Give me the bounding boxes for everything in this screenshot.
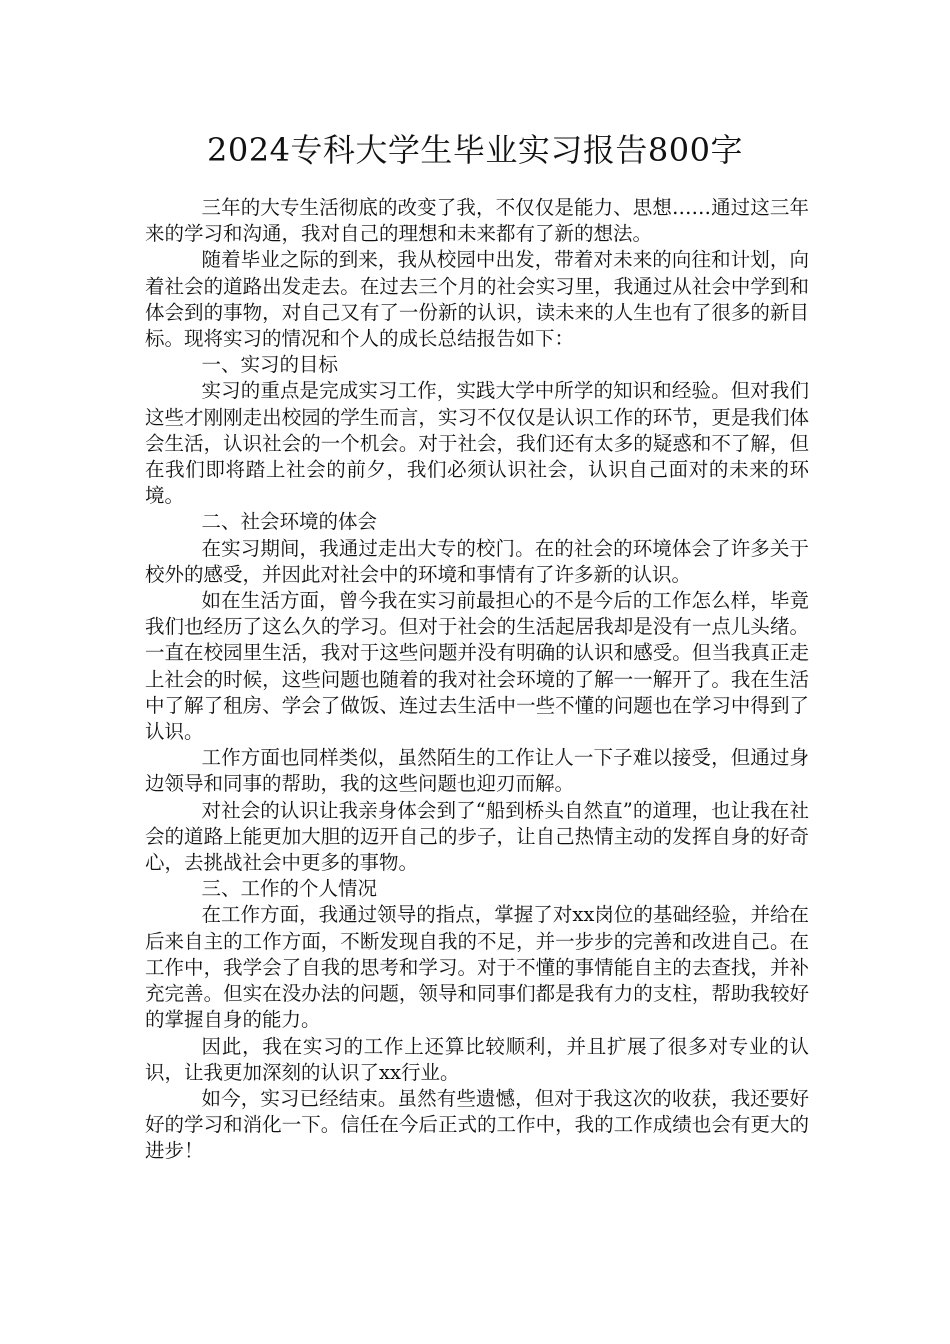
paragraph-environment: 在实习期间，我通过走出大专的校门。在的社会的环境体会了许多关于校外的感受，并因此对社会中的环境和事情有了许多新的认识。 — [145, 536, 809, 586]
section-heading-goal: 一、实习的目标 — [201, 353, 339, 377]
paragraph-conclusion: 如今，实习已经结束。虽然有些遗憾，但对于我这次的收获，我还要好好的学习和消化一下。信任在今后正式的工作中，我的工作成绩也会有更大的进步！ — [145, 1086, 809, 1163]
document-body — [145, 195, 809, 1165]
paragraph-society: 对社会的认识让我亲身体会到了“船到桥头自然直”的道理，也让我在社会的道路上能更加大胆的迈开自己的步子，让自己热情主动的发挥自身的好奇心，去挑战社会中更多的事物。 — [145, 798, 809, 875]
section-heading-environment: 二、社会环境的体会 — [201, 510, 378, 534]
section-heading-personal: 三、工作的个人情况 — [201, 877, 378, 901]
paragraph-personal-work: 在工作方面，我通过领导的指点，掌握了对xx岗位的基础经验，并给在后来自主的工作方面，不断发现自我的不足，并一步步的完善和改进自己。在工作中，我学会了自我的思考和学习。对于不懂的事情能自主的去查找，并补充完善。但实在没办法的问题，领导和同事们都是我有力的支柱，帮助我较好的掌握自身的能力。 — [145, 903, 809, 1032]
paragraph-graduation: 随着毕业之际的到来，我从校园中出发，带着对未来的向往和计划，向着社会的道路出发走去。在过去三个月的社会实习里，我通过从社会中学到和体会到的事物，对自己又有了一份新的认识，读未来的人生也有了很多的新目标。现将实习的情况和个人的成长总结报告如下： — [145, 248, 809, 351]
paragraph-intro: 三年的大专生活彻底的改变了我，不仅仅是能力、思想……通过这三年来的学习和沟通，我对自己的理想和未来都有了新的想法。 — [145, 196, 809, 246]
paragraph-life: 如在生活方面，曾今我在实习前最担心的不是今后的工作怎么样，毕竟我们也经历了这么久的学习。但对于社会的生活起居我却是没有一点儿头绪。一直在校园里生活，我对于这些问题并没有明确的认识和感受。但当我真正走上社会的时候，这些问题也随着的我对社会环境的了解一一解开了。我在生活中了解了租房、学会了做饭、连过去生活中一些不懂的问题也在学习中得到了认识。 — [145, 589, 809, 744]
paragraph-goal: 实习的重点是完成实习工作，实践大学中所学的知识和经验。但对我们这些才刚刚走出校园的学生而言，实习不仅仅是认识工作的环节，更是我们体会生活，认识社会的一个机会。对于社会，我们还有太多的疑惑和不了解，但在我们即将踏上社会的前夕，我们必须认识社会，认识自己面对的未来的环境。 — [145, 379, 809, 508]
paragraph-work-similar: 工作方面也同样类似，虽然陌生的工作让人一下子难以接受，但通过身边领导和同事的帮助，我的这些问题也迎刃而解。 — [145, 746, 809, 796]
document-title: 2024专科大学生毕业实习报告800字 — [206, 131, 744, 169]
paragraph-smooth: 因此，我在实习的工作上还算比较顺利，并且扩展了很多对专业的认识，让我更加深刻的认识了xx行业。 — [145, 1034, 809, 1084]
